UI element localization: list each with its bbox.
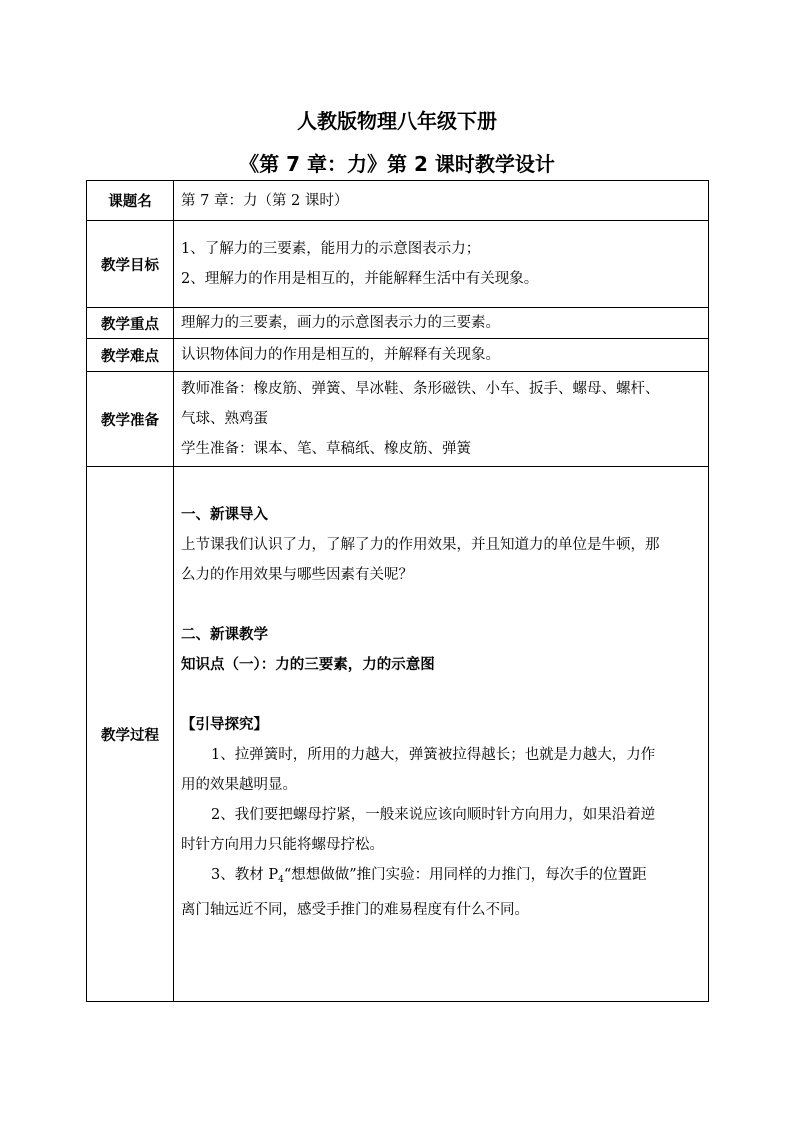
table-row-key bbox=[87, 308, 709, 339]
goal-item: 2、理解力的作用是相互的，并能解释生活中有关现象。 bbox=[181, 271, 539, 287]
teacher-prep-line: 教师准备：橡皮筋、弹簧、旱冰鞋、条形磁铁、小车、扳手、螺母、螺杆、 bbox=[181, 381, 660, 397]
table-row-difficulty bbox=[87, 339, 709, 372]
key-text: 理解力的三要素，画力的示意图表示力的三要素。 bbox=[181, 315, 500, 331]
paragraph-line: 时针方向用力只能将螺母拧松。 bbox=[181, 837, 384, 853]
topic-text: 第 7 章：力（第 2 课时） bbox=[181, 192, 349, 209]
lesson-plan-table bbox=[86, 180, 709, 1002]
student-prep-line: 学生准备：课本、笔、草稿纸、橡皮筋、弹簧 bbox=[181, 441, 471, 457]
item3-rest: “想想做做”推门实验：用同样的力推门，每次手的位置距 bbox=[283, 867, 647, 883]
section-heading: 一、新课导入 bbox=[181, 507, 268, 523]
blank-line bbox=[181, 680, 702, 710]
prep-label: 教学准备 bbox=[87, 372, 174, 467]
guide-heading: 【引导探究】 bbox=[181, 717, 268, 733]
key-value bbox=[174, 308, 709, 339]
goals-value bbox=[174, 221, 709, 308]
document-subtitle: 《第 7 章：力》第 2 课时教学设计 bbox=[239, 152, 555, 176]
paragraph-line: 离门轴远近不同，感受手推门的难易程度有什么不同。 bbox=[181, 902, 529, 918]
paragraph-line: 2、我们要把螺母拧紧，一般来说应该向顺时针方向用力，如果沿着逆 bbox=[211, 807, 656, 823]
section-heading: 二、新课教学 bbox=[181, 627, 268, 643]
teacher-prep-line: 气球、熟鸡蛋 bbox=[181, 411, 268, 427]
goal-item: 1、了解力的三要素，能用力的示意图表示力； bbox=[181, 241, 481, 257]
table-row-goals bbox=[87, 221, 709, 308]
prep-value bbox=[174, 372, 709, 467]
table-row-process bbox=[87, 467, 709, 1002]
item3-page-subscript: 4 bbox=[278, 875, 284, 885]
paragraph-line: 1、拉弹簧时，所用的力越大，弹簧被拉得越长；也就是力越大，力作 bbox=[211, 747, 656, 763]
knowledge-point-heading: 知识点（一）：力的三要素，力的示意图 bbox=[181, 657, 435, 673]
difficulty-text: 认识物体间力的作用是相互的，并解释有关现象。 bbox=[181, 347, 500, 363]
difficulty-value bbox=[174, 339, 709, 372]
paragraph-line: 上节课我们认识了力，了解了力的作用效果，并且知道力的单位是牛顿，那 bbox=[181, 537, 660, 553]
process-value bbox=[174, 467, 709, 1002]
table-row-topic bbox=[87, 181, 709, 221]
paragraph-line bbox=[181, 860, 702, 895]
paragraph-line: 用的效果越明显。 bbox=[181, 777, 297, 793]
paragraph-line: 么力的作用效果与哪些因素有关呢？ bbox=[181, 567, 413, 583]
process-label: 教学过程 bbox=[87, 467, 174, 1002]
table-row-prep bbox=[87, 372, 709, 467]
difficulty-label: 教学难点 bbox=[87, 339, 174, 372]
item3-prefix: 3、教材 P bbox=[211, 867, 279, 883]
key-label: 教学重点 bbox=[87, 308, 174, 339]
goals-label: 教学目标 bbox=[87, 221, 174, 308]
topic-value bbox=[174, 181, 709, 221]
blank-line bbox=[181, 590, 702, 620]
topic-label: 课题名 bbox=[87, 181, 174, 221]
document-title: 人教版物理八年级下册 bbox=[297, 109, 497, 133]
